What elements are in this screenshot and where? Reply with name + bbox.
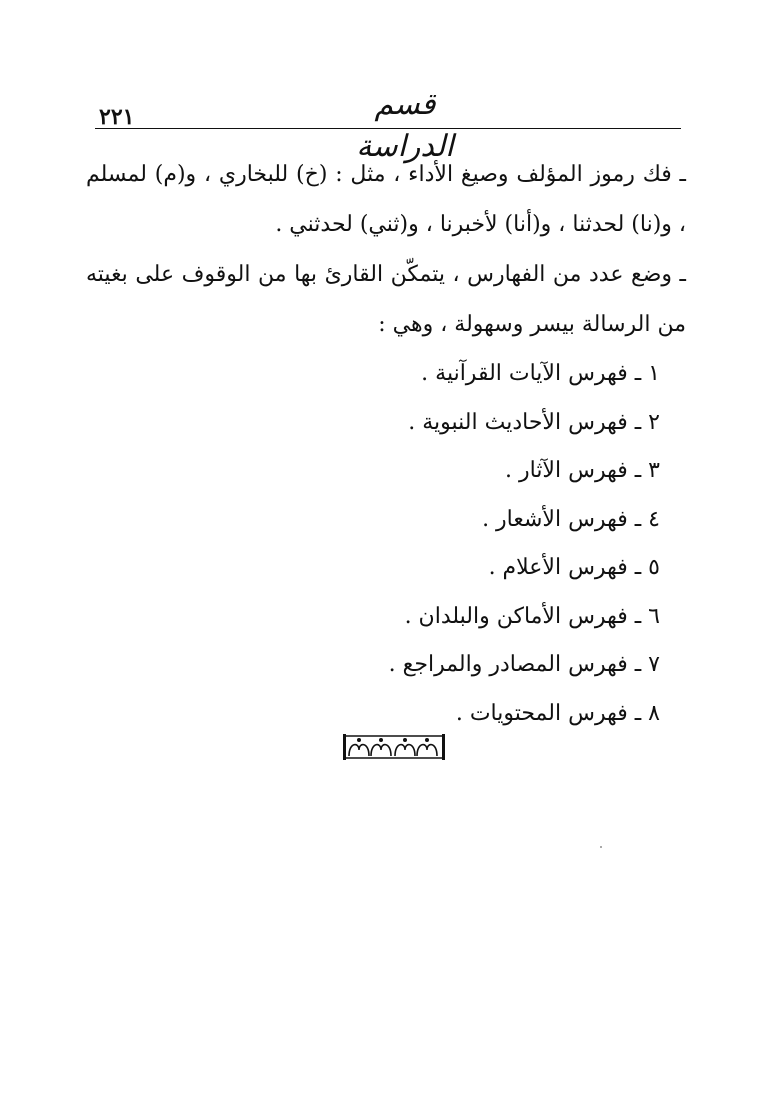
- header-rule: [95, 128, 681, 129]
- floral-divider-icon: [343, 734, 445, 760]
- body-text: [86, 150, 686, 738]
- speck: [600, 846, 602, 848]
- list-item: ٣ ـ فهرس الآثار .: [505, 458, 660, 483]
- running-title: قسم الدراسة: [356, 87, 454, 164]
- paragraph-indexes: ـ وضع عدد من الفهارس ، يتمكّن القارئ بها من الوقوف على بغيته من الرسالة بيسر وسهولة ، وهي :: [86, 262, 686, 337]
- list-item: ٦ ـ فهرس الأماكن والبلدان .: [404, 603, 660, 629]
- list-item: ٥ ـ فهرس الأعلام .: [488, 555, 660, 580]
- list-item: ٤ ـ فهرس الأشعار .: [482, 506, 660, 532]
- list-item: ٨ ـ فهرس المحتويات .: [455, 700, 660, 726]
- index-list: [86, 350, 686, 738]
- list-item: ٧ ـ فهرس المصادر والمراجع .: [388, 652, 660, 677]
- page-header: [95, 78, 681, 164]
- paragraph-abbreviations: ـ فك رموز المؤلف وصيغ الأداء ، مثل : (خ) للبخاري ، و(م) لمسلم ، و(نا) لحدثنا ، و(أنا) لأخبرنا ، و(ثني) لحدثني .: [86, 162, 686, 237]
- list-item: ٢ ـ فهرس الأحاديث النبوية .: [408, 409, 660, 435]
- page-number: ٢٢١: [99, 104, 135, 130]
- list-item: ١ ـ فهرس الآيات القرآنية .: [421, 361, 660, 386]
